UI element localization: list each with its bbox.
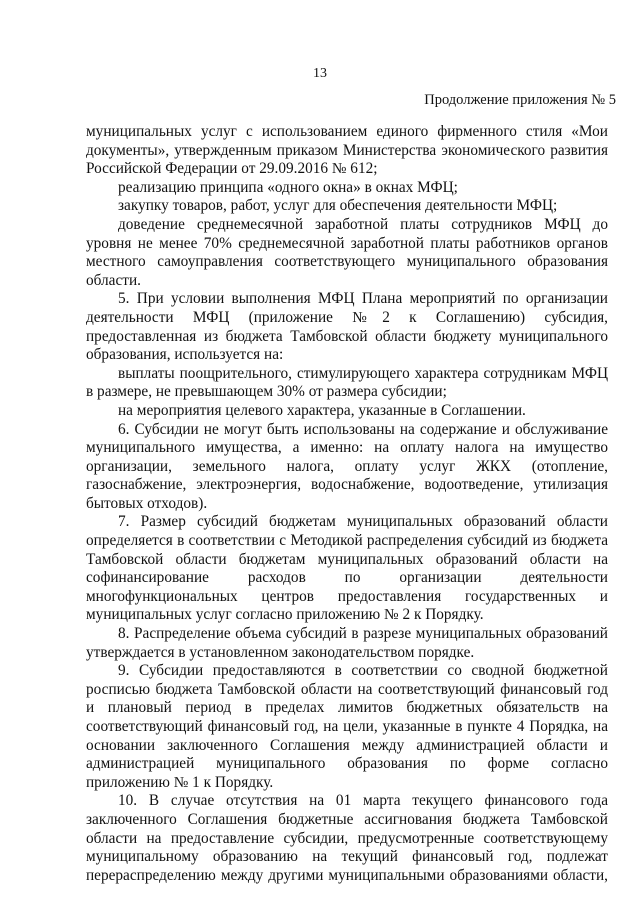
text-line: области на предоставление субсидии, предусмотренные соответствующему	[86, 829, 608, 847]
text-line: муниципального имущества, а именно: на оплату налога на имущество	[86, 439, 608, 457]
text-line: доведение среднемесячной заработной платы сотрудников МФЦ до	[118, 215, 608, 233]
text-line: и плановый период в пределах лимитов бюджетных обязательств на	[86, 699, 608, 717]
text-line: области.	[86, 271, 141, 289]
text-line: администрацией муниципального образования по форме согласно	[86, 755, 608, 773]
text-line: многофункциональных центров предоставления государственных и	[86, 587, 608, 605]
text-line: росписью бюджета Тамбовской области на соответствующий финансовый год	[86, 680, 608, 698]
text-line: реализацию принципа «одного окна» в окнах МФЦ;	[118, 178, 458, 196]
text-line: 7. Размер субсидий бюджетам муниципальных образований области	[118, 513, 608, 531]
text-line: Российской Федерации от 29.09.2016 № 612;	[86, 160, 378, 178]
text-line: 9. Субсидии предоставляются в соответствии со сводной бюджетной	[118, 662, 608, 680]
text-line: софинансирование расходов по организации деятельности	[86, 569, 608, 587]
text-line: муниципальных услуг с использованием единого фирменного стиля «Мои	[86, 123, 608, 140]
text-line: выплаты поощрительного, стимулирующего характера сотрудникам МФЦ	[118, 364, 608, 382]
text-line: документы», утвержденным приказом Министерства экономического развития	[86, 141, 608, 159]
text-line: соответствующий финансовый год, на цели, указанные в пункте 4 Порядка, на	[86, 718, 608, 735]
text-line: 5. При условии выполнения МФЦ Плана мероприятий по организации	[118, 290, 608, 308]
text-line: утверждается в установленном законодательством порядке.	[86, 643, 475, 661]
text-line: основании заключенного Соглашения между администрацией области и	[86, 736, 608, 754]
text-line: муниципальных услуг согласно приложению № 2 к Порядку.	[86, 606, 484, 624]
appendix-continuation-note: Продолжение приложения № 5	[424, 92, 616, 108]
text-line: образования, используется на:	[86, 346, 284, 364]
text-line: муниципальному образованию на текущий финансовый год, подлежат	[86, 848, 608, 866]
text-line: на мероприятия целевого характера, указанные в Соглашении.	[118, 401, 526, 419]
text-line: приложению № 1 к Порядку.	[86, 773, 274, 791]
text-line: деятельности МФЦ (приложение №2 к Соглашению) субсидия,	[86, 308, 608, 326]
page-number: 13	[313, 66, 327, 81]
text-line: перераспределению между другими муниципальными образованиями области,	[86, 866, 608, 884]
text-line: предоставленная из бюджета Тамбовской области бюджету муниципального	[86, 327, 608, 345]
text-line: закупку товаров, работ, услуг для обеспечения деятельности МФЦ;	[118, 197, 558, 215]
text-line: 10. В случае отсутствия на 01 марта текущего финансового года	[118, 792, 608, 810]
text-line: 6. Субсидии не могут быть использованы на содержание и обслуживание	[118, 420, 608, 438]
text-line: определяется в соответствии с Методикой распределения субсидий из бюджета	[86, 532, 608, 550]
text-line: в размере, не превышающем 30% от размера субсидии;	[86, 383, 447, 401]
text-line: 8. Распределение объема субсидий в разрезе муниципальных образований	[118, 625, 608, 643]
text-line: местного самоуправления соответствующего муниципального образования	[86, 253, 608, 271]
document-body	[86, 123, 608, 885]
text-line: организации, земельного налога, оплату услуг ЖКХ (отопление,	[86, 457, 608, 475]
text-line: заключенного Соглашения бюджетные ассигнования бюджета Тамбовской	[86, 810, 608, 828]
text-line: бытовых отходов).	[86, 494, 208, 512]
text-line: уровня не менее 70% среднемесячной заработной платы работников органов	[86, 234, 608, 252]
text-line: газоснабжение, электроэнергия, водоснабжение, водоотведение, утилизация	[86, 476, 608, 494]
text-line: Тамбовской области бюджетам муниципальных образований области на	[86, 550, 608, 568]
